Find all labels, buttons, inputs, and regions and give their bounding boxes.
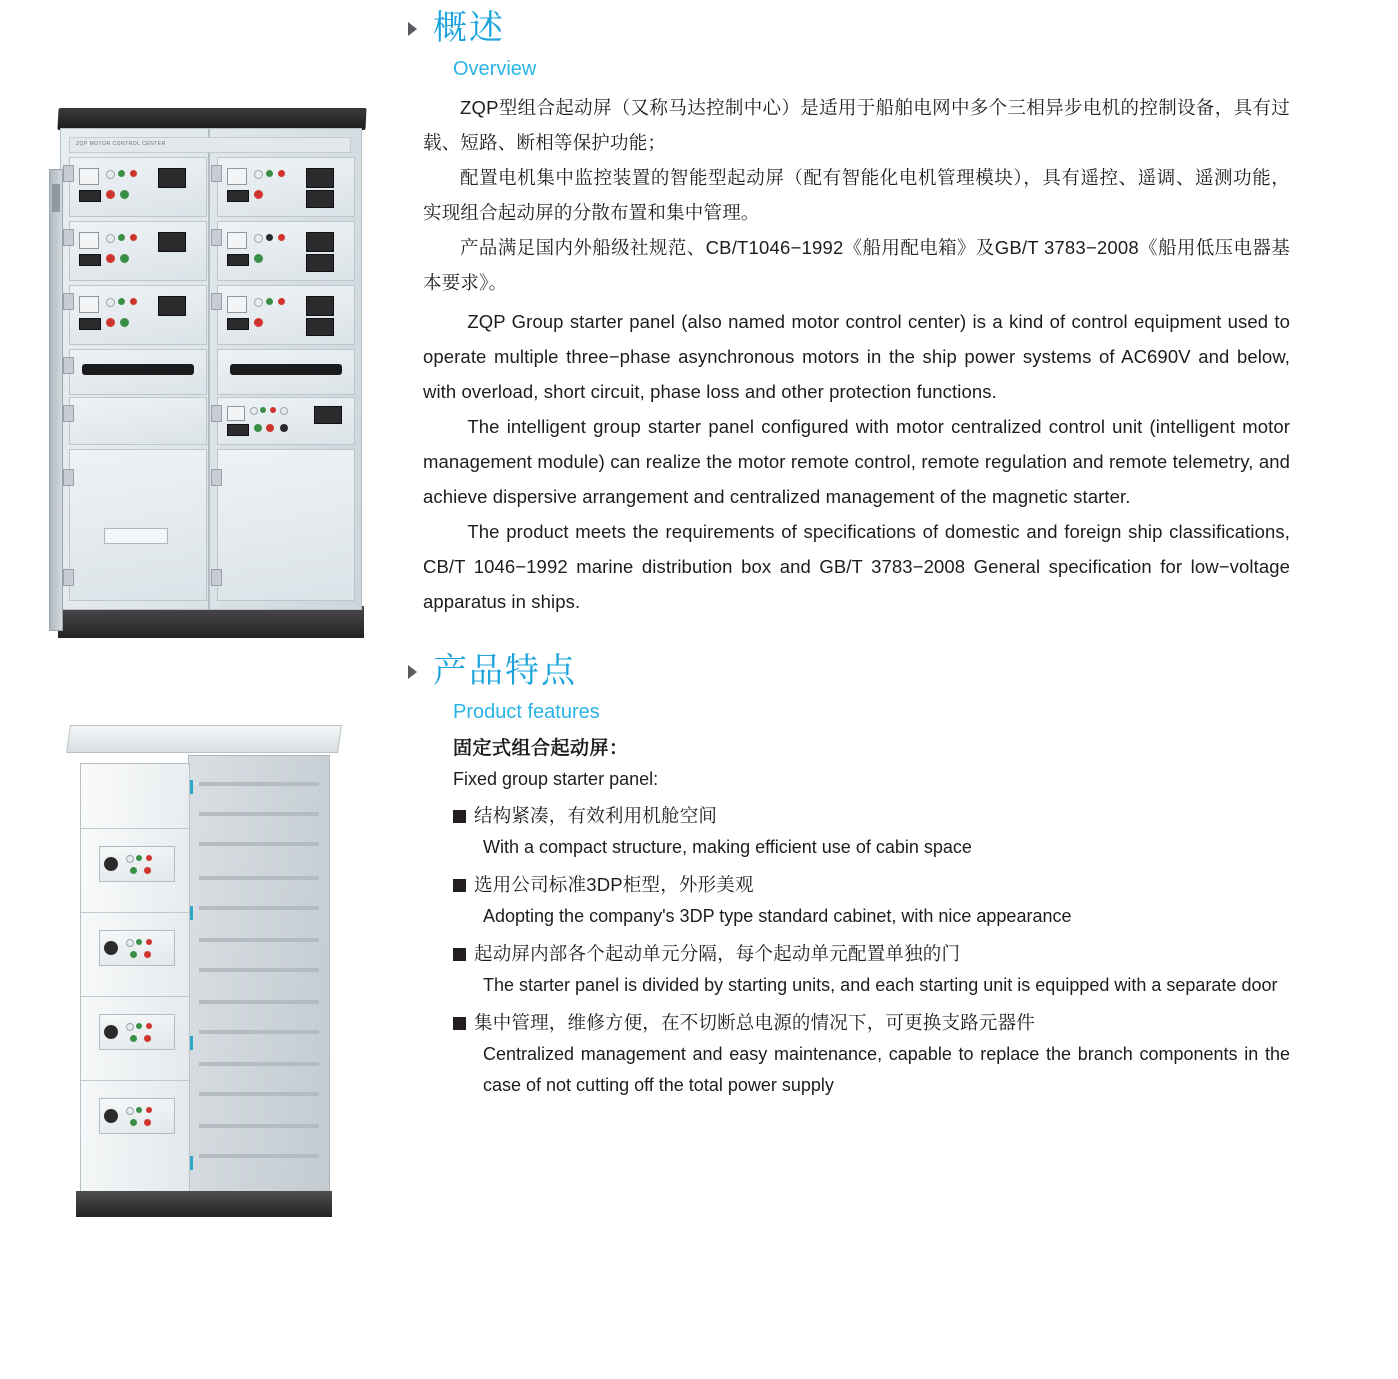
features-heading [405, 651, 1290, 695]
starter-unit-door [69, 157, 207, 217]
overview-paragraph-en: ZQP Group starter panel (also named motor control center) is a kind of control equipment used to operate multiple three−phase asynchronous motors in the ship power systems of AC690V and below, with overload, short circuit, phase loss and other protection functions. [423, 311, 1290, 402]
overview-title-en: Overview [453, 58, 537, 80]
square-bullet-icon [453, 810, 466, 823]
cabinet-body [60, 128, 362, 610]
control-unit-door [217, 397, 355, 445]
section-product-features [405, 651, 1290, 1101]
starter-unit-door [217, 157, 355, 217]
overview-paragraph-en: The product meets the requirements of specifications of domestic and foreign ship classifications, CB/T 1046−1992 marine distribution box and GB/T 3783−2008 General specification for low−voltage apparatus in ships. [423, 521, 1290, 612]
overview-heading [405, 8, 1290, 52]
features-subtitle-cn: 固定式组合起动屏： [453, 738, 629, 759]
drawer-unit [217, 349, 355, 395]
triangle-bullet-icon [405, 22, 423, 52]
starter-unit-control-panel [99, 1098, 175, 1134]
feature-text-en: The starter panel is divided by starting units, and each starting unit is equipped with a separate door [483, 975, 1278, 995]
starter-unit-door [217, 221, 355, 281]
content-column [405, 0, 1290, 1379]
starter-unit-control-panel [99, 846, 175, 882]
feature-text-en: With a compact structure, making efficient use of cabin space [483, 837, 972, 857]
product-image-column [0, 0, 400, 1379]
starter-unit-door [69, 221, 207, 281]
feature-text-cn: 结构紧凑，有效利用机舱空间 [474, 805, 718, 826]
cabinet-nameplate-strip [69, 137, 351, 153]
drawer-unit [69, 349, 207, 395]
cabinet2-side-face [188, 755, 330, 1195]
starter-unit-door [217, 285, 355, 345]
overview-chinese-body [423, 90, 1290, 300]
lower-blank-door [217, 449, 355, 601]
feature-item [453, 1007, 1290, 1101]
blank-unit-door [69, 397, 207, 445]
cabinet-nameplate-text: ZQP MOTOR CONTROL CENTER [76, 141, 166, 147]
starter-unit-control-panel [99, 930, 175, 966]
square-bullet-icon [453, 948, 466, 961]
feature-item [453, 869, 1290, 932]
triangle-bullet-icon [405, 665, 423, 695]
cabinet-bay-divider [208, 129, 210, 609]
overview-english-body [423, 304, 1290, 619]
square-bullet-icon [453, 879, 466, 892]
square-bullet-icon [453, 1017, 466, 1030]
overview-paragraph-cn: 配置电机集中监控装置的智能型起动屏（配有智能化电机管理模块），具有遥控、遥调、遥测功能，实现组合起动屏的分散布置和集中管理。 [423, 167, 1290, 223]
overview-paragraph-en: The intelligent group starter panel configured with motor centralized control unit (intelligent motor management module) can realize the motor remote control, remote regulation and remote telemetry, and achieve dispersive arrangement and centralized management of the magnetic starter. [423, 416, 1290, 507]
overview-paragraph-cn: 产品满足国内外船级社规范、CB/T1046−1992《船用配电箱》及GB/T 3783−2008《船用低压电器基本要求》。 [423, 237, 1290, 293]
features-subtitle-en: Fixed group starter panel: [453, 769, 659, 789]
feature-text-cn: 选用公司标准3DP柜型，外形美观 [474, 874, 754, 895]
features-list [453, 733, 1290, 1101]
features-title-cn: 产品特点 [433, 652, 577, 690]
product-image-fixed-group-starter-panel-angled-view [62, 725, 362, 1235]
starter-unit-control-panel [99, 1014, 175, 1050]
product-image-zqp-group-starter-panel-front-view [40, 108, 370, 643]
cabinet2-base-plinth [76, 1191, 332, 1217]
lower-blank-door [69, 449, 207, 601]
feature-text-en: Adopting the company's 3DP type standard cabinet, with nice appearance [483, 906, 1072, 926]
feature-text-cn: 起动屏内部各个起动单元分隔，每个起动单元配置单独的门 [474, 943, 961, 964]
starter-unit-door [69, 285, 207, 345]
feature-text-cn: 集中管理，维修方便，在不切断总电源的情况下，可更换支路元器件 [474, 1012, 1036, 1033]
cabinet-base-plinth [58, 606, 364, 638]
overview-paragraph-cn: ZQP型组合起动屏（又称马达控制中心）是适用于船舶电网中多个三相异步电机的控制设备，具有过载、短路、断相等保护功能； [423, 97, 1290, 153]
section-overview [405, 8, 1290, 619]
features-title-en: Product features [453, 701, 600, 723]
cabinet2-roof [66, 725, 342, 753]
cabinet2-front-face [80, 763, 190, 1195]
feature-item [453, 800, 1290, 863]
cabinet-top-cover [57, 108, 366, 130]
feature-item [453, 938, 1290, 1001]
cabinet-side-panel [49, 169, 63, 631]
overview-title-cn: 概述 [433, 9, 505, 47]
feature-text-en: Centralized management and easy maintenance, capable to replace the branch components in the case of not cutting off the total power supply [483, 1044, 1290, 1095]
